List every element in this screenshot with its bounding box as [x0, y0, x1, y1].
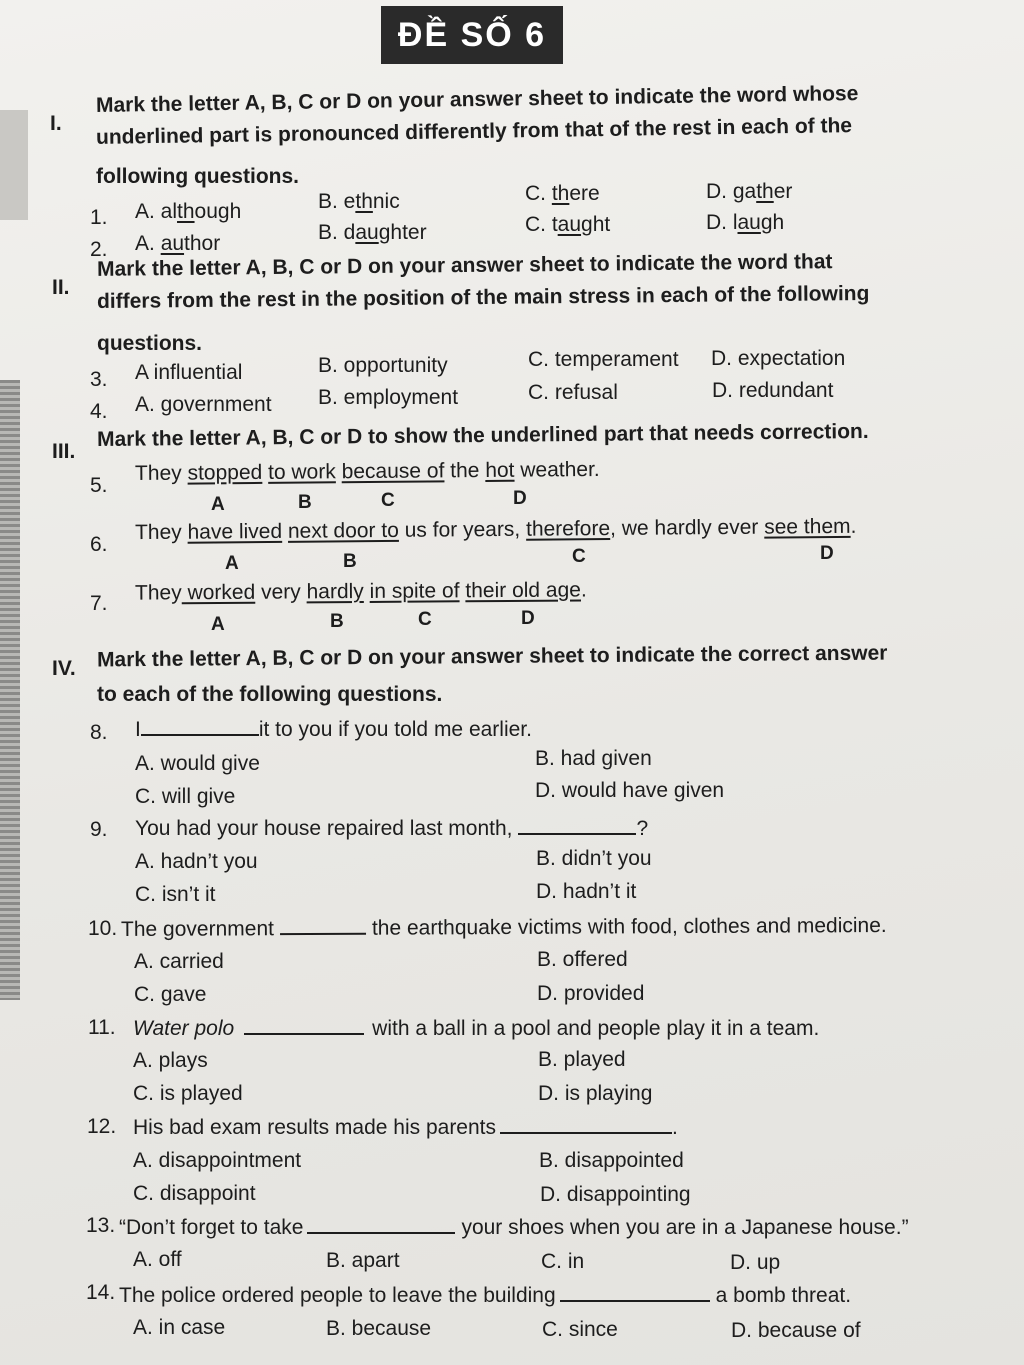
section-2-instruction-line2: differs from the rest in the position of the main stress in each of the following: [96, 281, 870, 314]
q11-option-a: A. plays: [133, 1049, 208, 1072]
q8-option-a: A. would give: [135, 752, 260, 775]
q13-option-b: B. apart: [326, 1249, 400, 1272]
q10-stem: The government the earthquake victims with food, clothes and medicine.: [120, 913, 887, 942]
q9-stem: You had your house repaired last month, ?: [135, 817, 649, 840]
q2-option-d: D. laugh: [706, 211, 785, 234]
q3-option-b: B. opportunity: [318, 354, 448, 377]
q14-stem: The police ordered people to leave the building a bomb threat.: [119, 1284, 852, 1307]
q7-sentence: They worked very hardly in spite of their old age.: [134, 578, 587, 605]
section-4-instruction-line1: Mark the letter A, B, C or D on your answer sheet to indicate the correct answer: [96, 641, 888, 672]
section-1-instruction-line2: underlined part is pronounced differently from that of the rest in each of the: [95, 114, 853, 149]
question-12-number: 12.: [87, 1115, 117, 1138]
page-edge-shadow: [0, 110, 28, 220]
section-1-instruction-line1: Mark the letter A, B, C or D on your answer sheet to indicate the word whose: [95, 82, 859, 117]
q6-label-c: C: [572, 546, 586, 567]
q9-option-b: B. didn’t you: [536, 847, 652, 870]
q5-label-a: A: [211, 494, 225, 515]
q1-option-d: D. gather: [706, 180, 793, 203]
question-8-number: 8.: [90, 721, 108, 744]
q5-label-c: C: [381, 490, 395, 511]
q8-option-b: B. had given: [535, 747, 652, 770]
q4-option-a: A. government: [135, 393, 272, 416]
q12-stem: His bad exam results made his parents .: [133, 1116, 678, 1139]
q13-option-c: C. in: [541, 1250, 585, 1273]
q1-option-c: C. there: [525, 182, 600, 205]
q2-option-a: A. author: [135, 232, 221, 255]
q11-option-d: D. is playing: [538, 1082, 653, 1105]
q11-option-c: C. is played: [133, 1082, 243, 1105]
question-14-number: 14.: [86, 1281, 116, 1304]
question-3-number: 3.: [90, 368, 108, 391]
q13-option-d: D. up: [730, 1251, 781, 1274]
section-3-instruction: Mark the letter A, B, C or D to show the underlined part that needs correction.: [96, 419, 869, 452]
q10-option-d: D. provided: [537, 982, 645, 1005]
q1-option-a: A. although: [135, 200, 242, 223]
q8-option-d: D. would have given: [535, 779, 725, 802]
q10-option-b: B. offered: [537, 948, 628, 971]
q14-option-b: B. because: [326, 1317, 432, 1340]
q6-label-a: A: [225, 553, 239, 574]
q6-sentence: They have lived next door to us for years, therefore, we hardly ever see them.: [134, 514, 857, 545]
q7-label-c: C: [418, 609, 432, 630]
question-10-number: 10.: [88, 917, 118, 940]
q7-label-a: A: [211, 614, 225, 635]
q2-option-c: C. taught: [525, 213, 611, 236]
q2-option-b: B. daughter: [318, 221, 427, 244]
section-2-number: II.: [52, 276, 70, 299]
q10-option-a: A. carried: [134, 950, 224, 973]
section-4-number: IV.: [52, 657, 76, 680]
q9-option-a: A. hadn’t you: [135, 850, 258, 873]
q12-option-b: B. disappointed: [539, 1149, 684, 1172]
question-6-number: 6.: [90, 533, 108, 556]
q12-option-c: C. disappoint: [133, 1182, 256, 1205]
q13-option-a: A. off: [133, 1248, 182, 1271]
q3-option-a: A influential: [135, 361, 243, 384]
q14-option-a: A. in case: [133, 1316, 226, 1339]
section-2-instruction-line1: Mark the letter A, B, C or D on your answer sheet to indicate the word that: [96, 250, 833, 281]
q1-option-b: B. ethnic: [318, 190, 400, 213]
q5-label-d: D: [513, 488, 527, 509]
q13-stem: “Don’t forget to take your shoes when you are in a Japanese house.”: [119, 1216, 909, 1239]
q4-option-d: D. redundant: [712, 379, 834, 402]
question-13-number: 13.: [86, 1214, 116, 1237]
q12-option-a: A. disappointment: [133, 1149, 302, 1172]
question-9-number: 9.: [90, 818, 108, 841]
q6-label-b: B: [343, 551, 357, 572]
q8-stem: I it to you if you told me earlier.: [135, 718, 532, 741]
q5-label-b: B: [298, 492, 312, 513]
q9-option-c: C. isn’t it: [135, 883, 216, 906]
q7-label-d: D: [521, 608, 535, 629]
q4-option-c: C. refusal: [528, 381, 618, 404]
section-1-number: I.: [50, 112, 62, 135]
question-1-number: 1.: [90, 206, 108, 229]
q11-stem: Water polo with a ball in a pool and people play it in a team.: [133, 1017, 820, 1040]
q9-option-d: D. hadn’t it: [536, 880, 637, 903]
question-11-number: 11.: [88, 1016, 116, 1039]
question-5-number: 5.: [90, 474, 108, 497]
question-7-number: 7.: [90, 592, 108, 615]
q10-option-c: C. gave: [134, 983, 207, 1006]
q12-option-d: D. disappointing: [540, 1183, 691, 1206]
q3-option-d: D. expectation: [711, 347, 846, 370]
q4-option-b: B. employment: [318, 386, 459, 409]
section-3-number: III.: [52, 440, 76, 463]
section-4-instruction-line2: to each of the following questions.: [97, 683, 443, 706]
page-binding-edge: [0, 380, 20, 1000]
question-4-number: 4.: [90, 400, 108, 423]
q5-sentence: They stopped to work because of the hot weather.: [134, 457, 600, 486]
q14-option-c: C. since: [542, 1318, 618, 1341]
section-1-instruction-line3: following questions.: [96, 165, 299, 188]
section-2-instruction-line3: questions.: [97, 332, 203, 355]
q11-option-b: B. played: [538, 1048, 626, 1071]
q3-option-c: C. temperament: [528, 348, 679, 371]
q14-option-d: D. because of: [731, 1319, 861, 1342]
q7-label-b: B: [330, 611, 344, 632]
question-2-number: 2.: [90, 238, 108, 261]
q8-option-c: C. will give: [135, 785, 236, 808]
q6-label-d: D: [820, 543, 834, 564]
exam-title: ĐỀ SỐ 6: [381, 6, 563, 64]
